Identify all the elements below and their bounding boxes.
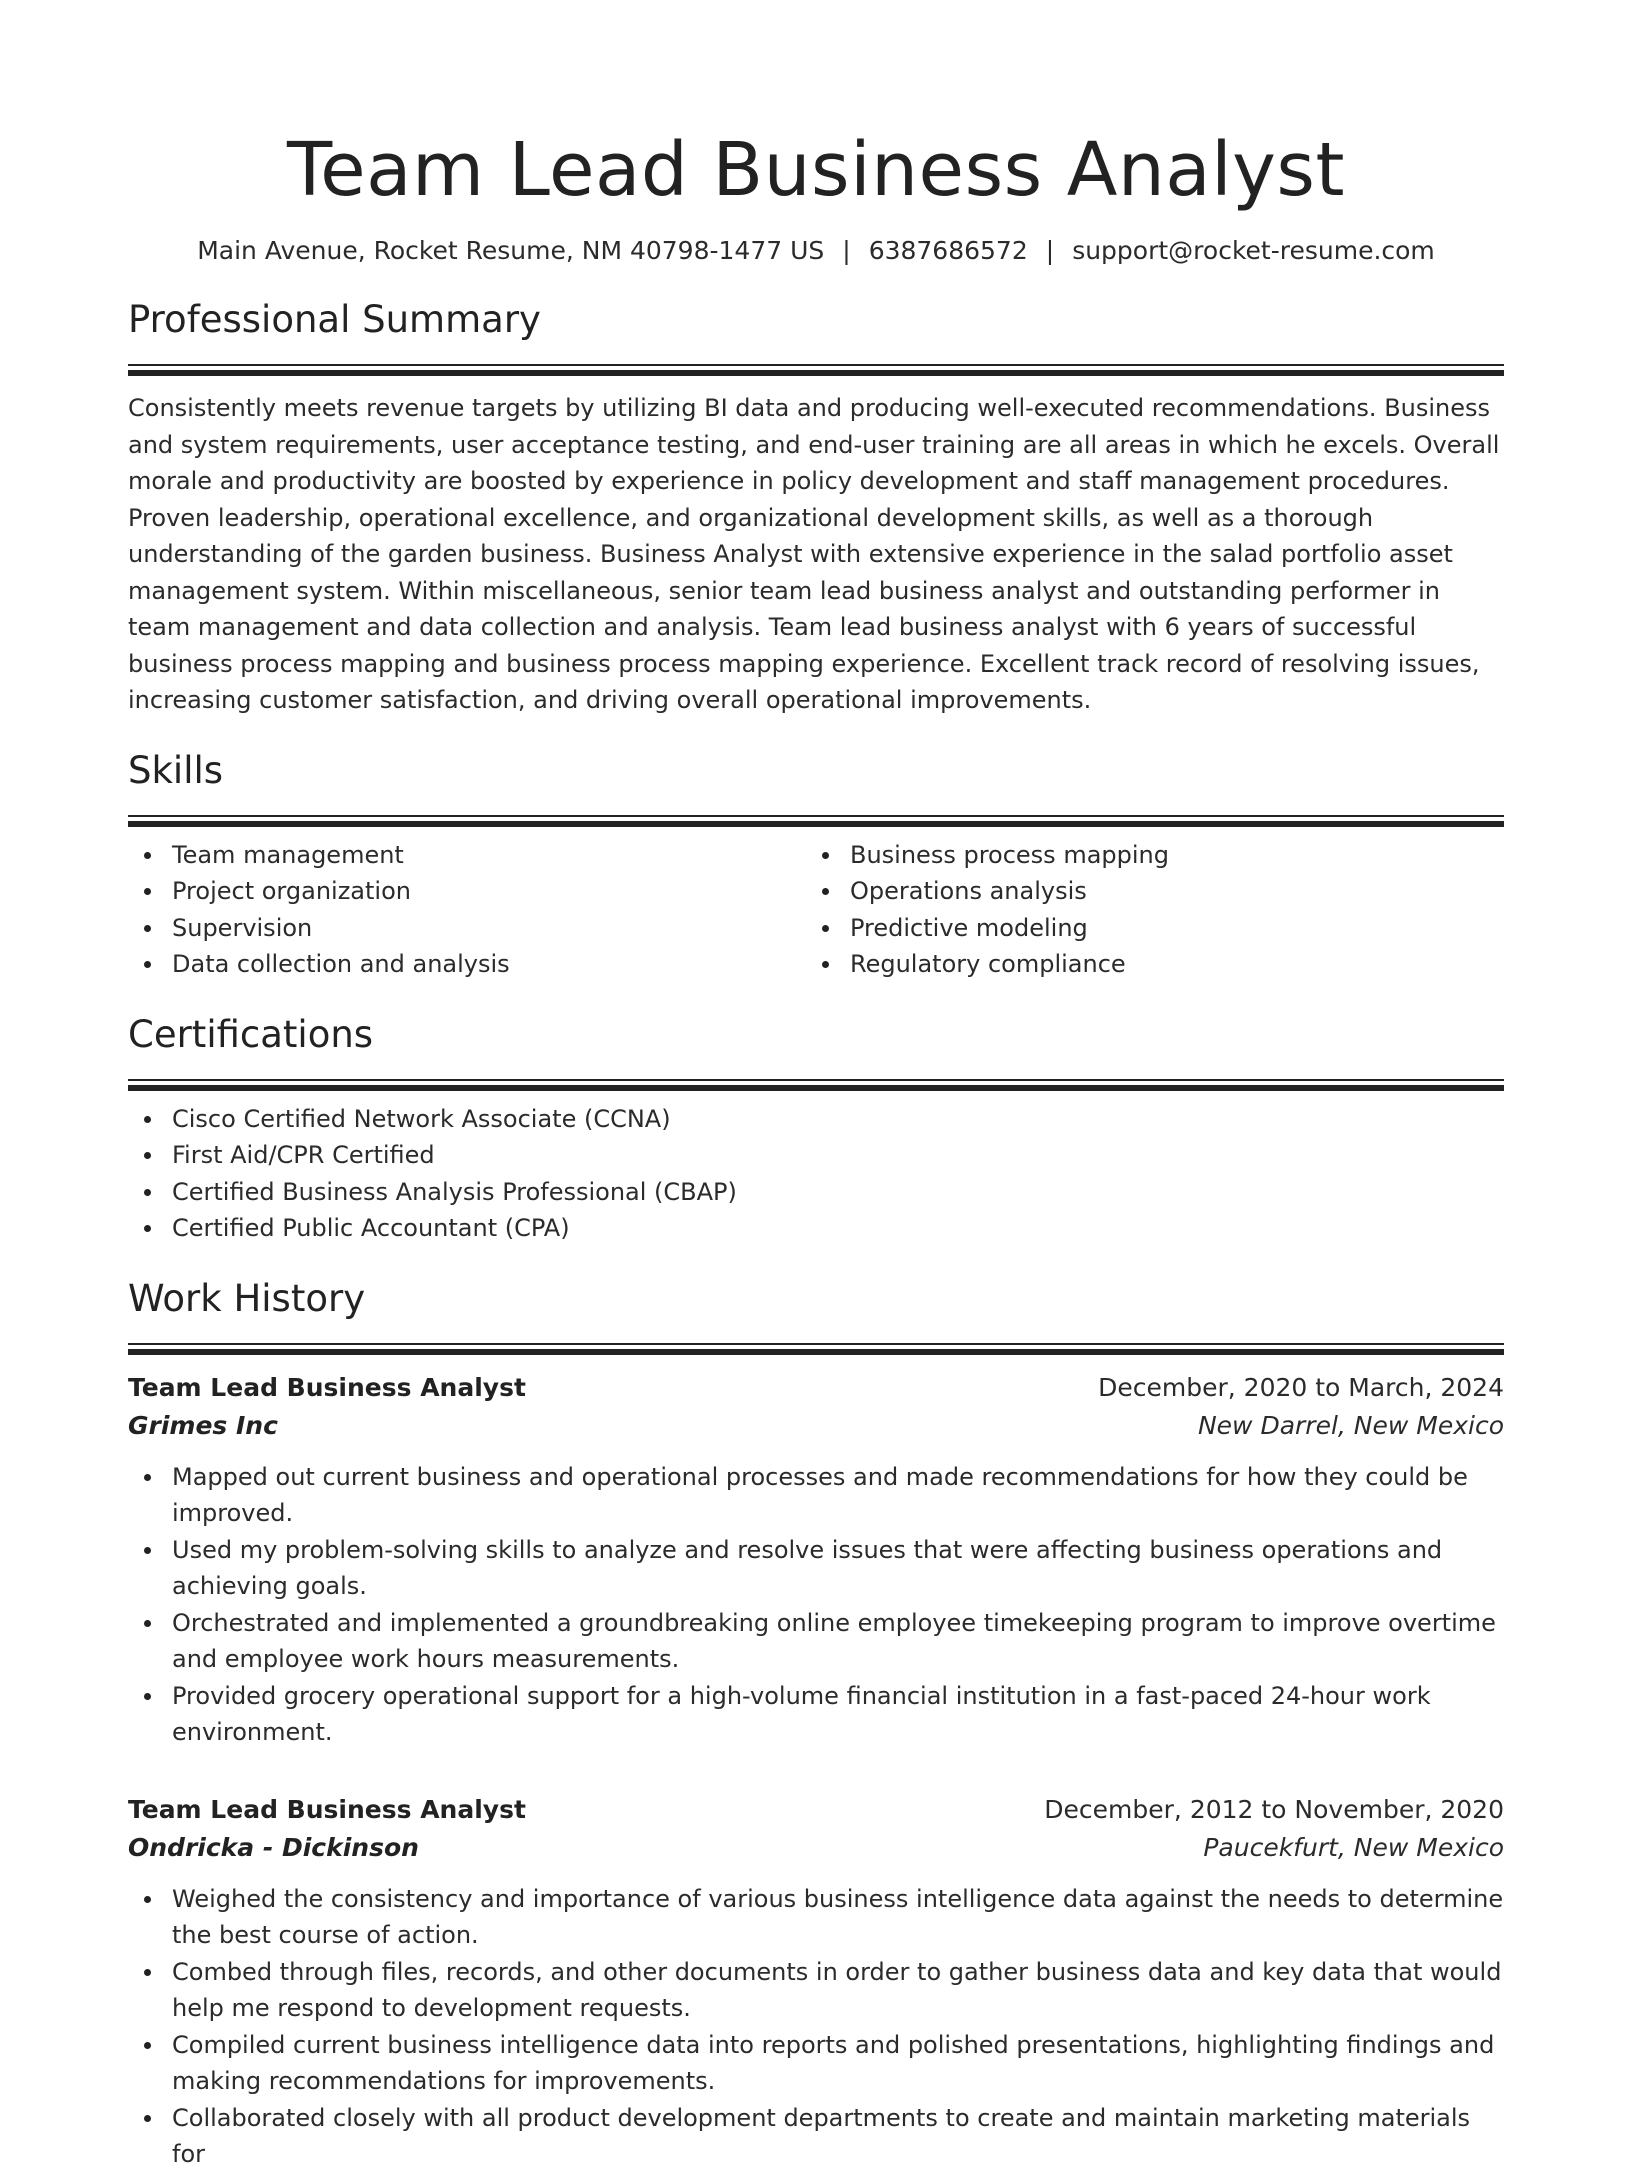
job-title: Team Lead Business Analyst	[128, 1372, 526, 1402]
job-bullet: Collaborated closely with all product development departments to create and maintain marketing materials for	[128, 2100, 1504, 2173]
section-divider	[128, 1343, 1504, 1345]
job-entry	[128, 1369, 1504, 1751]
certification-item: First Aid/CPR Certified	[128, 1137, 1504, 1174]
job-location: Paucekfurt, New Mexico	[1203, 1832, 1504, 1862]
job-bullets	[128, 1881, 1504, 2173]
skills-list-left	[128, 837, 806, 983]
contact-separator: |	[842, 236, 851, 265]
work-history-section	[128, 1275, 1504, 2173]
job-bullet: Mapped out current business and operational processes and made recommendations for how they could be improved.	[128, 1459, 1504, 1532]
job-bullets	[128, 1459, 1504, 1751]
summary-text: Consistently meets revenue targets by utilizing BI data and producing well-executed recommendations. Business and system requirements, user acceptance testing, and end-user training are all areas in which he excels. Overall morale and productivity are boosted by experience in policy development and staff management procedures. Proven leadership, operational excellence, and organizational development skills, as well as a thorough understanding of the garden business. Business Analyst with extensive experience in the salad portfolio asset management system. Within miscellaneous, senior team lead business analyst and outstanding performer in team management and data collection and analysis. Team lead business analyst with 6 years of successful business process mapping and business process mapping experience. Excellent track record of resolving issues, increasing customer satisfaction, and driving overall operational improvements.	[128, 394, 1500, 714]
job-bullet: Combed through files, records, and other documents in order to gather business data and key data that would help me respond to development requests.	[128, 1954, 1504, 2027]
skill-item: Regulatory compliance	[806, 946, 1484, 983]
section-divider	[128, 1079, 1504, 1081]
job-dates: December, 2012 to November, 2020	[1044, 1794, 1504, 1824]
contact-address: Main Avenue, Rocket Resume, NM 40798-1477 US	[197, 236, 825, 265]
contact-phone: 6387686572	[868, 236, 1028, 265]
job-title: Team Lead Business Analyst	[128, 1794, 526, 1824]
skill-item: Business process mapping	[806, 837, 1484, 874]
job-header-row	[128, 1369, 1504, 1407]
skills-columns	[128, 837, 1504, 983]
section-divider-thick	[128, 821, 1504, 827]
section-title-summary: Professional Summary	[128, 298, 541, 341]
section-title-certifications: Certifications	[128, 1012, 374, 1056]
job-bullet: Orchestrated and implemented a groundbreaking online employee timekeeping program to improve overtime and employee work hours measurements.	[128, 1605, 1504, 1678]
contact-line	[128, 234, 1504, 268]
job-entry	[128, 1791, 1504, 2173]
job-company-row	[128, 1407, 1504, 1445]
section-divider-thick	[128, 1349, 1504, 1355]
certification-item: Certified Public Accountant (CPA)	[128, 1210, 1504, 1247]
section-divider-thick	[128, 1085, 1504, 1091]
skill-item: Team management	[128, 837, 806, 874]
resume-page	[128, 0, 1504, 2173]
skill-item: Supervision	[128, 910, 806, 947]
section-divider	[128, 364, 1504, 366]
skill-item: Operations analysis	[806, 873, 1484, 910]
job-company-row	[128, 1829, 1504, 1867]
section-title-work-history: Work History	[128, 1276, 366, 1320]
summary-section	[128, 296, 1504, 719]
skills-list-right	[806, 837, 1484, 983]
certification-item: Certified Business Analysis Professional (CBAP)	[128, 1174, 1504, 1211]
section-title-skills: Skills	[128, 748, 224, 792]
job-dates: December, 2020 to March, 2024	[1098, 1372, 1504, 1402]
certifications-section	[128, 1011, 1504, 1247]
skill-item: Predictive modeling	[806, 910, 1484, 947]
skill-item: Data collection and analysis	[128, 946, 806, 983]
job-location: New Darrel, New Mexico	[1197, 1410, 1504, 1440]
section-divider	[128, 815, 1504, 817]
skills-section	[128, 747, 1504, 983]
job-bullet: Weighed the consistency and importance of various business intelligence data against the needs to determine the best course of action.	[128, 1881, 1504, 1954]
job-bullet: Provided grocery operational support for a high-volume financial institution in a fast-paced 24-hour work environment.	[128, 1678, 1504, 1751]
job-bullet: Compiled current business intelligence data into reports and polished presentations, highlighting findings and making recommendations for improvements.	[128, 2027, 1504, 2100]
contact-separator: |	[1045, 236, 1055, 265]
contact-email[interactable]: support@rocket-resume.com	[1072, 236, 1435, 265]
certifications-list	[128, 1101, 1504, 1247]
section-divider-thick	[128, 370, 1504, 376]
skill-item: Project organization	[128, 873, 806, 910]
resume-name: Team Lead Business Analyst	[286, 127, 1346, 213]
certification-item: Cisco Certified Network Associate (CCNA)	[128, 1101, 1504, 1138]
job-bullet: Used my problem-solving skills to analyze and resolve issues that were affecting business operations and achieving goals.	[128, 1532, 1504, 1605]
job-company: Grimes Inc	[128, 1410, 278, 1440]
job-company: Ondricka - Dickinson	[128, 1832, 419, 1862]
job-header-row	[128, 1791, 1504, 1829]
